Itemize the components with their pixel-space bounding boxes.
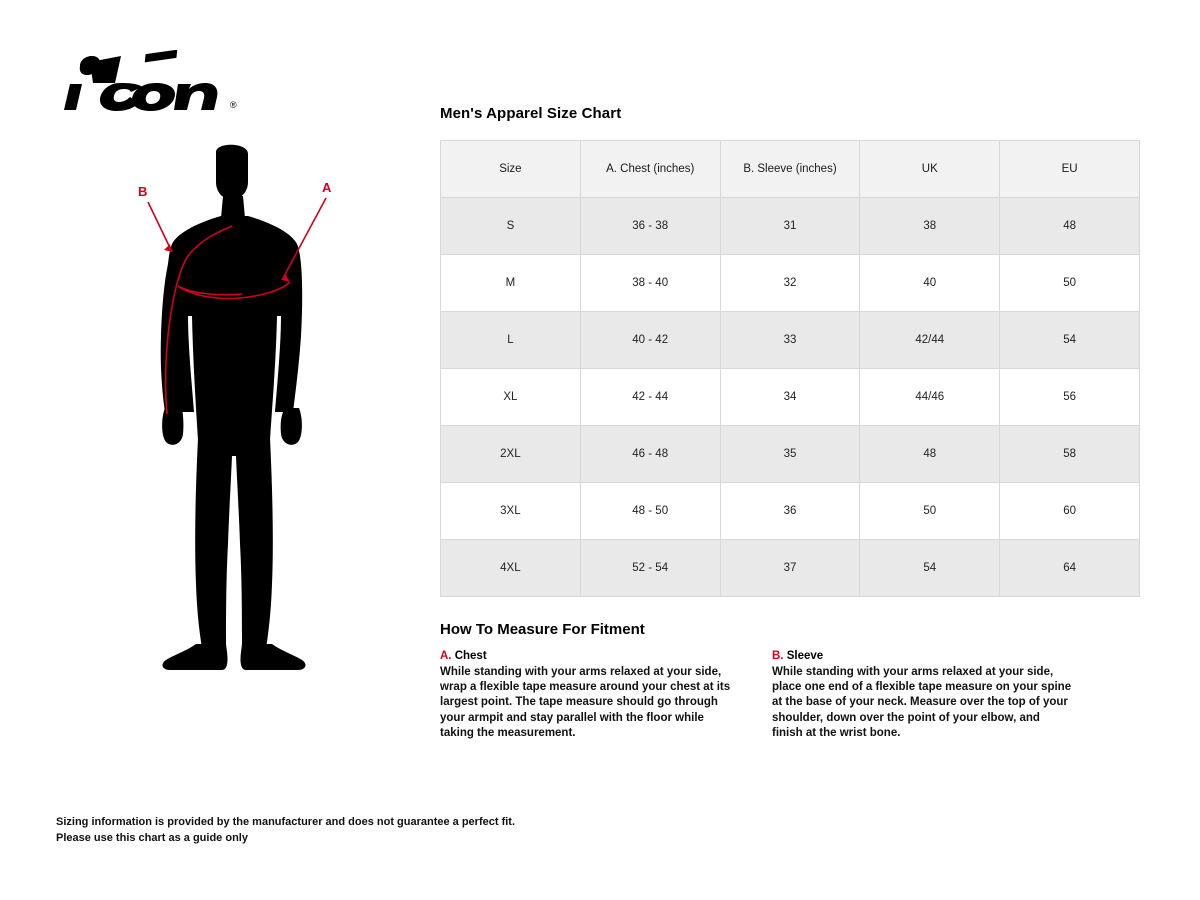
chart-column bbox=[440, 105, 1140, 741]
cell-chest: 48 - 50 bbox=[580, 483, 720, 540]
cell-eu: 58 bbox=[1000, 426, 1140, 483]
table-row bbox=[441, 198, 1140, 255]
how-to-measure-sleeve bbox=[772, 650, 1072, 741]
column-header-uk: UK bbox=[860, 141, 1000, 198]
column-header-size: Size bbox=[441, 141, 581, 198]
cell-size: 4XL bbox=[441, 540, 581, 597]
table-row bbox=[441, 312, 1140, 369]
how-to-sleeve-name: Sleeve bbox=[786, 650, 824, 662]
cell-uk: 40 bbox=[860, 255, 1000, 312]
how-to-sleeve-letter: B. bbox=[772, 650, 784, 662]
disclaimer-line-1: Sizing information is provided by the manufacturer and does not guarantee a perfect fit. bbox=[56, 816, 516, 828]
figure-label-a: A bbox=[322, 180, 332, 195]
how-to-sleeve-heading bbox=[772, 650, 1072, 662]
how-to-chest-letter: A. bbox=[440, 650, 452, 662]
how-to-sleeve-text: While standing with your arms relaxed at your side, place one end of a flexible tape measure on your spine at the base of your neck. Measure over the top of your shoulder, down over the point of your elbow, and finish at the wrist bone. bbox=[772, 666, 1072, 739]
cell-chest: 42 - 44 bbox=[580, 369, 720, 426]
cell-eu: 54 bbox=[1000, 312, 1140, 369]
cell-sleeve: 32 bbox=[720, 255, 860, 312]
table-row bbox=[441, 426, 1140, 483]
cell-sleeve: 36 bbox=[720, 483, 860, 540]
column-header-chest: A. Chest (inches) bbox=[580, 141, 720, 198]
cell-chest: 46 - 48 bbox=[580, 426, 720, 483]
cell-sleeve: 33 bbox=[720, 312, 860, 369]
cell-sleeve: 35 bbox=[720, 426, 860, 483]
cell-size: XL bbox=[441, 369, 581, 426]
cell-chest: 52 - 54 bbox=[580, 540, 720, 597]
cell-uk: 54 bbox=[860, 540, 1000, 597]
cell-uk: 48 bbox=[860, 426, 1000, 483]
table-row bbox=[441, 255, 1140, 312]
size-chart-table bbox=[440, 140, 1140, 597]
cell-eu: 56 bbox=[1000, 369, 1140, 426]
cell-sleeve: 34 bbox=[720, 369, 860, 426]
body-measurement-figure bbox=[130, 140, 370, 680]
table-row bbox=[441, 540, 1140, 597]
cell-uk: 42/44 bbox=[860, 312, 1000, 369]
table-header-row bbox=[441, 141, 1140, 198]
column-header-sleeve: B. Sleeve (inches) bbox=[720, 141, 860, 198]
disclaimer-line-2: Please use this chart as a guide only bbox=[56, 831, 248, 844]
cell-chest: 40 - 42 bbox=[580, 312, 720, 369]
icon-brand-logo bbox=[60, 50, 245, 110]
cell-eu: 64 bbox=[1000, 540, 1140, 597]
table-row bbox=[441, 369, 1140, 426]
cell-eu: 48 bbox=[1000, 198, 1140, 255]
how-to-measure-section bbox=[440, 621, 1140, 741]
how-to-measure-chest bbox=[440, 650, 740, 741]
cell-size: L bbox=[441, 312, 581, 369]
disclaimer bbox=[56, 815, 556, 847]
cell-size: M bbox=[441, 255, 581, 312]
cell-size: S bbox=[441, 198, 581, 255]
cell-size: 2XL bbox=[441, 426, 581, 483]
cell-uk: 50 bbox=[860, 483, 1000, 540]
cell-uk: 44/46 bbox=[860, 369, 1000, 426]
column-header-eu: EU bbox=[1000, 141, 1140, 198]
cell-sleeve: 37 bbox=[720, 540, 860, 597]
how-to-chest-heading bbox=[440, 650, 740, 662]
cell-chest: 38 - 40 bbox=[580, 255, 720, 312]
registered-mark: ® bbox=[230, 100, 237, 110]
how-to-chest-name: Chest bbox=[454, 650, 487, 662]
cell-eu: 60 bbox=[1000, 483, 1140, 540]
cell-size: 3XL bbox=[441, 483, 581, 540]
cell-uk: 38 bbox=[860, 198, 1000, 255]
cell-eu: 50 bbox=[1000, 255, 1140, 312]
how-to-chest-text: While standing with your arms relaxed at your side, wrap a flexible tape measure around your chest at its largest point. The tape measure should go through your armpit and stay parallel with the floor while taking the measurement. bbox=[440, 666, 731, 739]
page-title: Men's Apparel Size Chart bbox=[440, 105, 622, 122]
table-row bbox=[441, 483, 1140, 540]
figure-label-b: B bbox=[138, 184, 148, 199]
cell-chest: 36 - 38 bbox=[580, 198, 720, 255]
how-to-measure-title: How To Measure For Fitment bbox=[440, 621, 645, 638]
cell-sleeve: 31 bbox=[720, 198, 860, 255]
